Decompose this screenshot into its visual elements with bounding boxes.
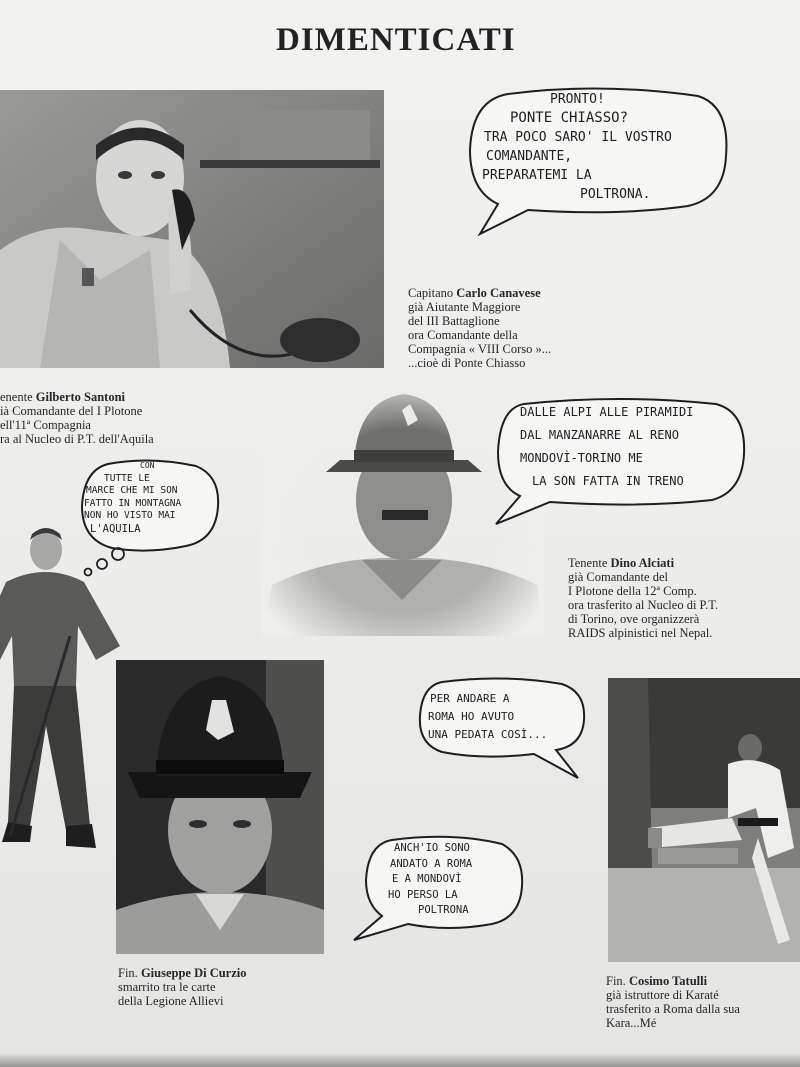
caption-line: Compagnia « VIII Corso »... <box>408 342 552 356</box>
caption-line: ià Comandante del I Plotone <box>0 404 143 418</box>
speech-bubble-pronto <box>468 86 730 236</box>
caption-name: Carlo Canavese <box>456 286 541 300</box>
speech-bubble-roma-poltrona <box>352 834 526 944</box>
bubble-text-line: PER ANDARE A <box>430 692 510 705</box>
bubble-text-line: NON HO VISTO MAI <box>84 510 176 521</box>
bubble-text-line: PONTE CHIASSO? <box>510 110 629 126</box>
caption-tatulli <box>606 974 740 1030</box>
caption-line: della Legione Allievi <box>118 994 224 1008</box>
caption-rank: Fin. <box>606 974 629 988</box>
bubble-text-line: POLTRONA. <box>580 187 651 202</box>
bubble-text-line: POLTRONA <box>418 904 469 916</box>
caption-canavese <box>408 286 551 370</box>
bubble-text-line: MONDOVÌ-TORINO ME <box>520 451 643 465</box>
caption-line: ell'11ª Compagnia <box>0 418 91 432</box>
caption-line: trasferito a Roma dalla sua <box>606 1002 740 1016</box>
bubble-text-line: ROMA HO AVUTO <box>428 710 515 723</box>
caption-line: del III Battaglione <box>408 314 500 328</box>
bubble-text-line: ANCH'IO SONO <box>394 842 470 854</box>
photo-tatulli-karate <box>608 678 800 962</box>
page-title: DIMENTICATI <box>276 22 516 58</box>
bubble-text-line: E A MONDOVÌ <box>392 873 462 885</box>
bubble-text-line: DAL MANZANARRE AL RENO <box>520 428 679 442</box>
caption-line: RAIDS alpinistici nel Nepal. <box>568 626 713 640</box>
caption-line: già Comandante del <box>568 570 668 584</box>
caption-line: smarrito tra le carte <box>118 980 216 994</box>
bubble-text-line: UNA PEDATA COSÌ... <box>428 728 548 741</box>
bubble-text-line: ANDATO A ROMA <box>390 857 473 870</box>
photo-dicurzio <box>116 660 324 954</box>
caption-line: di Torino, ove organizzerà <box>568 612 700 626</box>
caption-dicurzio <box>118 966 247 1008</box>
caption-name: Giuseppe Di Curzio <box>140 966 247 980</box>
caption-line: già Aiutante Maggiore <box>408 300 521 314</box>
bubble-text-line: LA SON FATTA IN TRENO <box>532 474 684 488</box>
bubble-text-line: L'AQUILA <box>90 522 141 535</box>
caption-line: già istruttore di Karaté <box>606 988 719 1002</box>
bubble-text-line: MARCE CHE MI SON <box>86 485 178 496</box>
caption-rank: Fin. <box>118 966 141 980</box>
bubble-text-line: TRA POCO SARO' IL VOSTRO <box>484 130 672 145</box>
speech-bubble-alpi <box>490 396 748 528</box>
page-edge-shadow <box>0 1053 800 1067</box>
bubble-text-line: DALLE ALPI ALLE PIRAMIDI <box>520 405 694 419</box>
caption-line: I Plotone della 12ª Comp. <box>568 584 697 598</box>
caption-name: Gilberto Santoni <box>35 390 125 404</box>
caption-alciati <box>568 556 718 640</box>
caption-name: Dino Alciati <box>610 556 675 570</box>
bubble-text-line: FATTO IN MONTAGNA <box>84 497 182 509</box>
bubble-text-line: PREPARATEMI LA <box>482 168 592 183</box>
caption-line: ra al Nucleo di P.T. dell'Aquila <box>0 432 154 446</box>
caption-santoni <box>0 390 154 446</box>
caption-line: Kara...Mé <box>606 1016 657 1030</box>
caption-line: ...cioè di Ponte Chiasso <box>408 356 526 370</box>
bubble-text-line: HO PERSO LA <box>388 888 458 901</box>
caption-line: ora Comandante della <box>408 328 518 342</box>
photo-canavese-phone <box>0 90 384 368</box>
caption-rank: Tenente <box>568 556 611 570</box>
caption-line: ora trasferito al Nucleo di P.T. <box>568 598 719 612</box>
bubble-text-line: CON <box>140 461 155 470</box>
bubble-text-line: PRONTO! <box>550 92 605 107</box>
caption-rank: enente <box>0 390 36 404</box>
bubble-text-line: TUTTE LE <box>104 472 150 484</box>
speech-bubble-roma-pedata <box>416 676 588 780</box>
bubble-text-line: COMANDANTE, <box>486 149 573 164</box>
photo-santoni-standing <box>0 526 128 862</box>
caption-rank: Capitano <box>408 286 457 300</box>
caption-name: Cosimo Tatulli <box>628 974 708 988</box>
